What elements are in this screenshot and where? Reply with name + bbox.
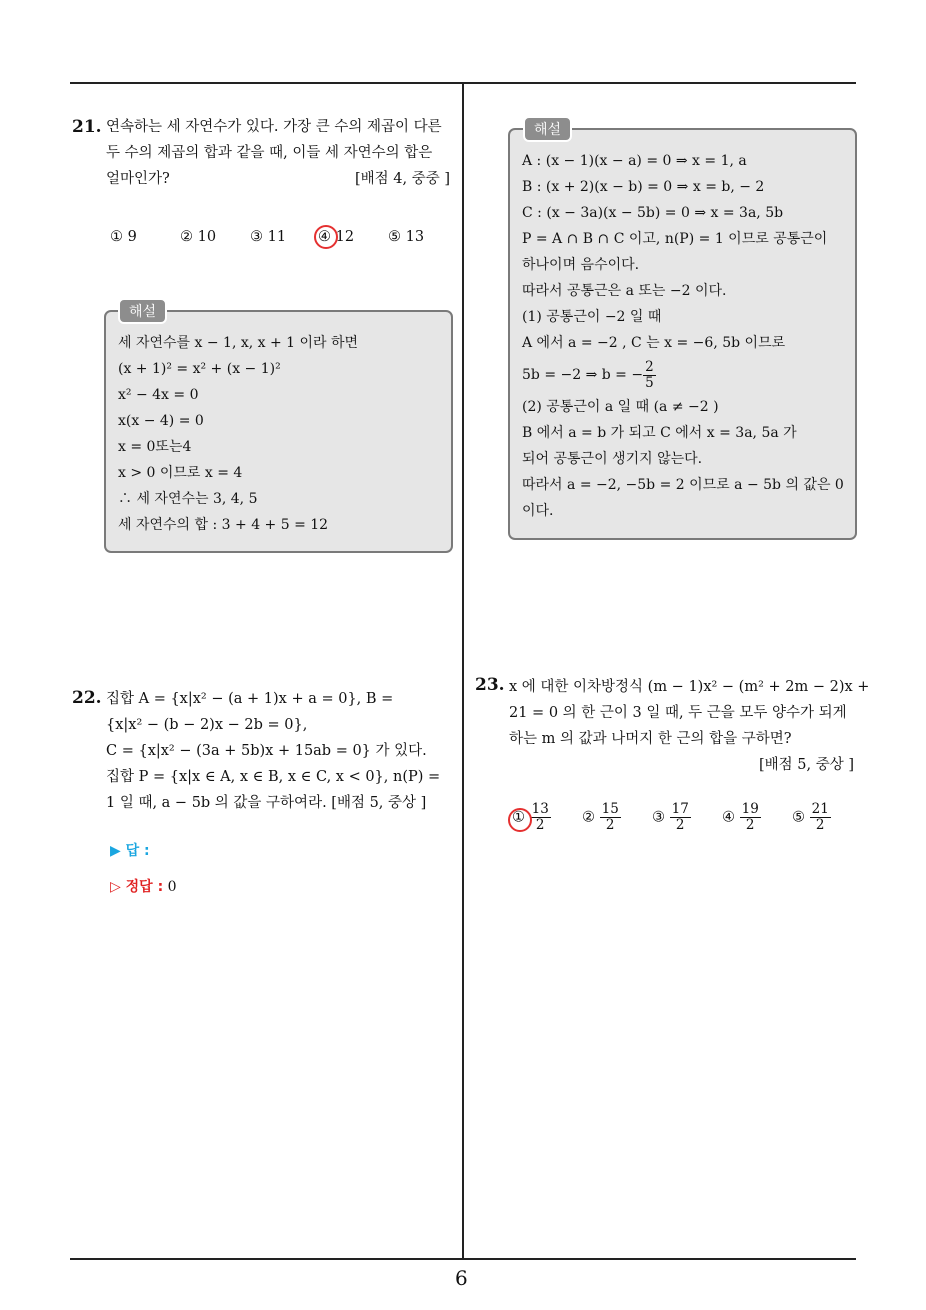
fraction-denominator: 2 xyxy=(605,817,615,833)
choice-2[interactable] xyxy=(582,802,621,833)
question-23-score: [배점 5, 중상 ] xyxy=(758,757,854,773)
choice-mark: ① xyxy=(512,809,525,826)
fraction-denominator: 5 xyxy=(645,374,654,391)
choice-fraction xyxy=(670,802,691,833)
answer-input-row[interactable] xyxy=(110,840,150,860)
solution-line: 따라서 공통근은 a 또는 −2 이다. xyxy=(522,283,727,299)
solution-line: A : (x − 1)(x − a) = 0 ⇒ x = 1, a xyxy=(522,153,747,169)
fraction-numerator: 19 xyxy=(741,801,759,817)
correct-label: ▷ 정답 : xyxy=(110,879,164,895)
question-21-number: 21. xyxy=(72,117,102,137)
solution-fraction-line xyxy=(522,356,844,394)
fraction-denominator: 2 xyxy=(745,817,755,833)
question-21-line: 얼마인가? xyxy=(106,171,170,187)
solution-line: 세 자연수의 합 : 3 + 4 + 5 = 12 xyxy=(118,517,329,533)
question-22-line: 집합 P = {x|x ∈ A, x ∈ B, x ∈ C, x < 0}, n(P) = xyxy=(106,769,441,785)
solution-line: x > 0 이므로 x = 4 xyxy=(118,465,243,481)
question-22-text xyxy=(106,686,456,816)
solution-line: C : (x − 3a)(x − 5b) = 0 ⇒ x = 3a, 5b xyxy=(522,205,784,221)
choice-4[interactable] xyxy=(722,802,761,833)
fraction xyxy=(643,360,656,391)
choice-mark: ④ xyxy=(722,809,735,826)
solution-tag: 해설 xyxy=(523,116,572,142)
fraction-numerator: 17 xyxy=(671,801,689,817)
question-22-line: 1 일 때, a − 5b 의 값을 구하여라. [배점 5, 중상 ] xyxy=(106,795,427,811)
correct-value: 0 xyxy=(167,879,177,895)
question-21-line: 두 수의 제곱의 합과 같을 때, 이들 세 자연수의 합은 xyxy=(106,145,433,161)
fraction-numerator: 21 xyxy=(811,801,829,817)
solution-line: x² − 4x = 0 xyxy=(118,387,199,403)
question-23-line: 하는 m 의 값과 나머지 한 근의 합을 구하면? xyxy=(509,731,792,747)
column-divider xyxy=(462,82,464,1260)
question-22-line: {x|x² − (b − 2)x − 2b = 0}, xyxy=(106,717,308,733)
question-22-number: 22. xyxy=(72,688,102,708)
solution-line: A 에서 a = −2 , C 는 x = −6, 5b 이므로 xyxy=(522,335,786,351)
question-21-choices xyxy=(110,229,450,251)
solution-line: 하나이며 음수이다. xyxy=(522,257,640,273)
choice-fraction xyxy=(600,802,621,833)
choice-1[interactable]: ① 9 xyxy=(110,229,137,245)
correct-answer-row xyxy=(110,876,177,896)
question-21-line: 연속하는 세 자연수가 있다. 가장 큰 수의 제곱이 다른 xyxy=(106,119,442,135)
solution-lines xyxy=(118,330,358,538)
solution-line: 세 자연수를 x − 1, x, x + 1 이라 하면 xyxy=(118,335,359,351)
question-23-solution-box xyxy=(508,128,857,540)
solution-tag: 해설 xyxy=(118,298,167,324)
choice-fraction xyxy=(530,802,551,833)
page-number: 6 xyxy=(455,1266,468,1290)
fraction-denominator: 2 xyxy=(815,817,825,833)
selected-answer-circle xyxy=(508,808,532,832)
question-21-solution-box xyxy=(104,310,453,553)
solution-line: x(x − 4) = 0 xyxy=(118,413,204,429)
fraction-denominator: 2 xyxy=(675,817,685,833)
question-23-text xyxy=(509,674,870,752)
fraction-numerator: 2 xyxy=(645,358,654,375)
bottom-rule xyxy=(70,1258,856,1260)
solution-line: (2) 공통근이 a 일 때 (a ≠ −2 ) xyxy=(522,399,719,415)
solution-line: ∴ 세 자연수는 3, 4, 5 xyxy=(118,491,258,507)
fraction-numerator: 15 xyxy=(601,801,619,817)
question-23-line: 21 = 0 의 한 근이 3 일 때, 두 근을 모두 양수가 되게 xyxy=(509,705,847,721)
question-23-number: 23. xyxy=(475,675,505,695)
fraction-denominator: 2 xyxy=(535,817,545,833)
solution-lines xyxy=(522,148,844,524)
choice-3[interactable] xyxy=(652,802,691,833)
solution-line: 이다. xyxy=(522,503,554,519)
solution-line: B 에서 a = b 가 되고 C 에서 x = 3a, 5a 가 xyxy=(522,425,797,441)
question-22-line: C = {x|x² − (3a + 5b)x + 15ab = 0} 가 있다. xyxy=(106,743,427,759)
answer-label: ▶ 답 : xyxy=(110,843,150,859)
selected-answer-circle xyxy=(314,225,338,249)
choice-mark: ② xyxy=(582,809,595,826)
solution-line: x = 0또는4 xyxy=(118,439,192,455)
choice-5[interactable] xyxy=(792,802,831,833)
choice-mark: ⑤ xyxy=(792,809,805,826)
choice-mark: ③ xyxy=(652,809,665,826)
fraction-prefix: 5b = −2 ⇒ b = − xyxy=(522,367,644,383)
solution-line: B : (x + 2)(x − b) = 0 ⇒ x = b, − 2 xyxy=(522,179,765,195)
question-22-line: 집합 A = {x|x² − (a + 1)x + a = 0}, B = xyxy=(106,691,394,707)
solution-line: (1) 공통근이 −2 일 때 xyxy=(522,309,662,325)
choice-4[interactable]: ④ 12 xyxy=(318,229,355,245)
question-23-choices xyxy=(512,802,852,842)
solution-line: (x + 1)² = x² + (x − 1)² xyxy=(118,361,281,377)
solution-line: P = A ∩ B ∩ C 이고, n(P) = 1 이므로 공통근이 xyxy=(522,231,828,247)
choice-fraction xyxy=(740,802,761,833)
question-23-line: x 에 대한 이차방정식 (m − 1)x² − (m² + 2m − 2)x + xyxy=(509,679,870,695)
solution-line: 따라서 a = −2, −5b = 2 이므로 a − 5b 의 값은 0 xyxy=(522,477,844,493)
choice-2[interactable]: ② 10 xyxy=(180,229,217,245)
question-21-score: [배점 4, 중중 ] xyxy=(354,171,450,187)
choice-3[interactable]: ③ 11 xyxy=(250,229,287,245)
choice-fraction xyxy=(810,802,831,833)
solution-line: 되어 공통근이 생기지 않는다. xyxy=(522,451,703,467)
choice-5[interactable]: ⑤ 13 xyxy=(388,229,425,245)
fraction-numerator: 13 xyxy=(531,801,549,817)
